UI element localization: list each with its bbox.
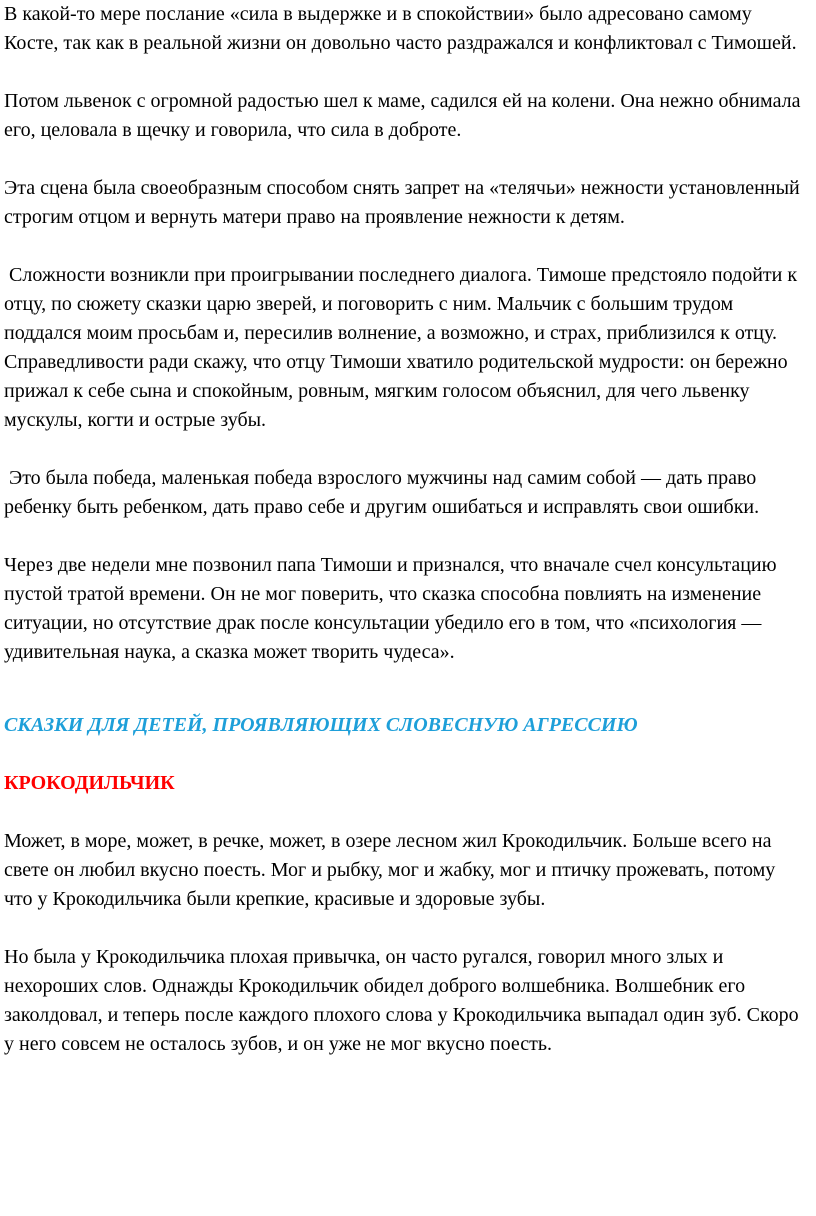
paragraph-crocodile-habit: Но была у Крокодильчика плохая привычка, он часто ругался, говорил много злых и нехороших слов. Однажды Крокодильчик обидел доброго волшебника. Волшебник его заколдовал, и теперь после каждого плохого слова у Крокодильчика выпадал один зуб. Скоро у него совсем не осталось зубов, и он уже не мог вкусно поесть. <box>4 946 804 1055</box>
section-spacer <box>4 740 808 769</box>
paragraph-lion-cub-mother: Потом львенок с огромной радостью шел к маме, садился ей на колени. Она нежно обнимала его, целовала в щечку и говорила, что сила в доброте. <box>4 90 806 141</box>
paragraph-crocodile-intro: Может, в море, может, в речке, может, в озере лесном жил Крокодильчик. Больше всего на свете он любил вкусно поесть. Мог и рыбку, мог и жабку, мог и птичку прожевать, потому что у Крокодильчика были крепкие, красивые и здоровые зубы. <box>4 830 781 910</box>
section-heading: СКАЗКИ ДЛЯ ДЕТЕЙ, ПРОЯВЛЯЮЩИХ СЛОВЕСНУЮ АГРЕССИЮ <box>4 714 638 736</box>
story-title: КРОКОДИЛЬЧИК <box>4 772 175 794</box>
section-spacer <box>4 798 808 827</box>
paragraph-father-call: Через две недели мне позвонил папа Тимоши и признался, что вначале счел консультацию пустой тратой времени. Он не мог поверить, что сказка способна повлиять на изменение ситуации, но отсутствие драк после консультации убедило его в том, что «психология — удивительная наука, а сказка может творить чудеса». <box>4 554 782 663</box>
paragraph-victory: Это была победа, маленькая победа взрослого мужчины над самим собой — дать право ребенку быть ребенком, дать право себе и другим ошибаться и исправлять свои ошибки. <box>4 467 762 518</box>
paragraph-spacer <box>4 914 808 943</box>
paragraph-spacer <box>4 435 808 464</box>
paragraph-spacer <box>4 58 808 87</box>
paragraph-spacer <box>4 232 808 261</box>
paragraph-last-dialogue: Сложности возникли при проигрывании последнего диалога. Тимоше предстояло подойти к отцу, по сюжету сказки царю зверей, и поговорить с ним. Мальчик с большим трудом поддался моим просьбам и, пересилив волнение, а возможно, и страх, приблизился к отцу. Справедливости ради скажу, что отцу Тимоши хватило родительской мудрости: он бережно прижал к себе сына и спокойным, ровным, мягким голосом объяснил, для чего львенку мускулы, когти и острые зубы. <box>4 264 803 431</box>
paragraph-spacer <box>4 145 808 174</box>
paragraph-spacer <box>4 522 808 551</box>
section-spacer <box>4 667 808 711</box>
paragraph-scene-meaning: Эта сцена была своеобразным способом снять запрет на «телячьи» нежности установленный строгим отцом и вернуть матери право на проявление нежности к детям. <box>4 177 805 228</box>
paragraph-kostya-message: В какой-то мере послание «сила в выдержке и в спокойствии» было адресовано самому Косте, так как в реальной жизни он довольно часто раздражался и конфликтовал с Тимошей. <box>4 3 797 54</box>
